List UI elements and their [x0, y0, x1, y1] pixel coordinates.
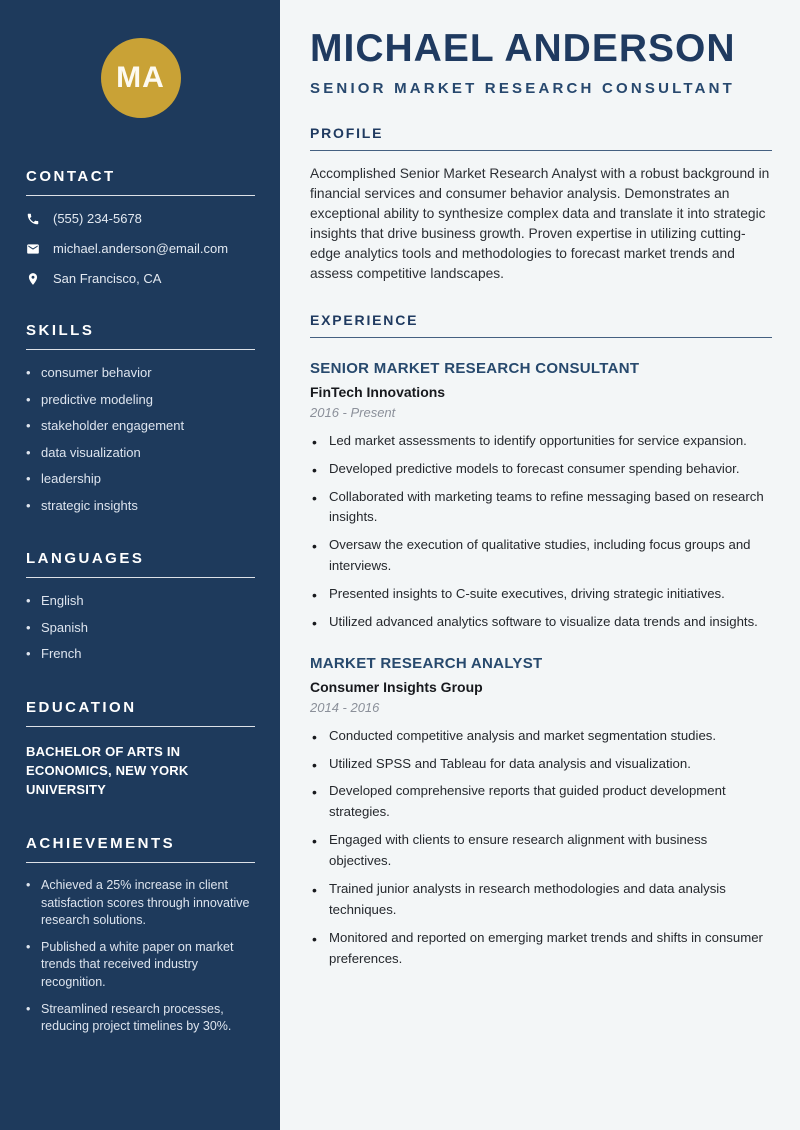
contact-location-value: San Francisco, CA [53, 271, 162, 286]
job-bullet: • Monitored and reported on emerging market trends and shifts in consumer preferences. [310, 928, 772, 970]
languages-heading: LANGUAGES [26, 550, 255, 578]
person-name: MICHAEL ANDERSON [310, 27, 736, 70]
phone-icon [26, 212, 40, 226]
experience-divider [310, 337, 772, 338]
profile-heading: PROFILE [310, 124, 384, 141]
achievement-item: • Published a white paper on market trends that received industry recognition. [26, 939, 255, 991]
contact-email-row [26, 241, 255, 256]
main-content [280, 0, 800, 1130]
job-dates: 2016 - Present [310, 404, 396, 420]
skills-heading: SKILLS [26, 322, 255, 350]
contact-heading: CONTACT [26, 168, 255, 196]
achievement-item: • Achieved a 25% increase in client satisfaction scores through innovative research solutions. [26, 877, 255, 929]
education-section [26, 699, 255, 800]
experience-heading: EXPERIENCE [310, 311, 419, 328]
job-bullet: • Led market assessments to identify opportunities for service expansion. [310, 431, 772, 452]
job-title: MARKET RESEARCH ANALYST [310, 654, 543, 672]
contact-email-value: michael.anderson@email.com [53, 241, 229, 256]
contact-section [26, 168, 255, 286]
job-company: FinTech Innovations [310, 383, 446, 400]
achievement-item: • Streamlined research processes, reducing project timelines by 30%. [26, 1001, 255, 1036]
achievements-heading: ACHIEVEMENTS [26, 835, 255, 863]
job-bullet: • Collaborated with marketing teams to refine messaging based on research insights. [310, 487, 772, 529]
education-heading: EDUCATION [26, 699, 255, 727]
avatar-initials: MA [116, 61, 165, 94]
avatar [101, 38, 181, 118]
skill-item: • stakeholder engagement [26, 417, 255, 435]
job-title: SENIOR MARKET RESEARCH CONSULTANT [310, 359, 640, 377]
achievements-section [26, 835, 255, 1035]
job-bullet: • Presented insights to C-suite executives, driving strategic initiatives. [310, 584, 772, 605]
skill-item: • data visualization [26, 444, 255, 462]
job-bullet: • Oversaw the execution of qualitative studies, including focus groups and interviews. [310, 535, 772, 577]
profile-divider [310, 150, 772, 151]
skill-item: • strategic insights [26, 497, 255, 515]
job-bullet: • Engaged with clients to ensure research alignment with business objectives. [310, 830, 772, 872]
location-icon [26, 272, 40, 286]
profile-text: Accomplished Senior Market Research Analyst with a robust background in financial services and consumer behavior analysis. Demonstrates an exceptional ability to synthesize complex data and translate it into strategic insights that drive business growth. Proven expertise in utilizing cutting-edge analytics tools and methodologies to forecast market trends and assess competitive landscapes. [310, 165, 770, 281]
language-item: • Spanish [26, 619, 255, 637]
job-bullet: • Utilized SPSS and Tableau for data analysis and visualization. [310, 754, 772, 775]
contact-phone-row [26, 211, 255, 226]
email-icon [26, 242, 40, 256]
language-item: • English [26, 592, 255, 610]
education-degree: BACHELOR OF ARTS IN ECONOMICS, NEW YORK UNIVERSITY [26, 743, 189, 797]
languages-list [26, 592, 255, 663]
language-item: • French [26, 645, 255, 663]
skills-section [26, 322, 255, 514]
job-bullets [310, 726, 772, 970]
job-company: Consumer Insights Group [310, 678, 483, 695]
job-bullet: • Conducted competitive analysis and market segmentation studies. [310, 726, 772, 747]
job-bullet: • Developed predictive models to forecast consumer spending behavior. [310, 459, 772, 480]
contact-phone-value: (555) 234-5678 [53, 211, 142, 226]
skill-item: • leadership [26, 470, 255, 488]
skills-list [26, 364, 255, 514]
job-dates: 2014 - 2016 [310, 699, 380, 715]
job-bullet: • Trained junior analysts in research methodologies and data analysis techniques. [310, 879, 772, 921]
job-bullet: • Developed comprehensive reports that guided product development strategies. [310, 781, 772, 823]
achievements-list [26, 877, 255, 1035]
job-bullets [310, 431, 772, 633]
skill-item: • predictive modeling [26, 391, 255, 409]
person-title: SENIOR MARKET RESEARCH CONSULTANT [310, 79, 736, 97]
job-entry-1 [310, 360, 772, 633]
languages-section [26, 550, 255, 663]
job-bullet: • Utilized advanced analytics software to visualize data trends and insights. [310, 612, 772, 633]
skill-item: • consumer behavior [26, 364, 255, 382]
contact-location-row [26, 271, 255, 286]
sidebar [0, 0, 280, 1130]
job-entry-2 [310, 655, 772, 970]
